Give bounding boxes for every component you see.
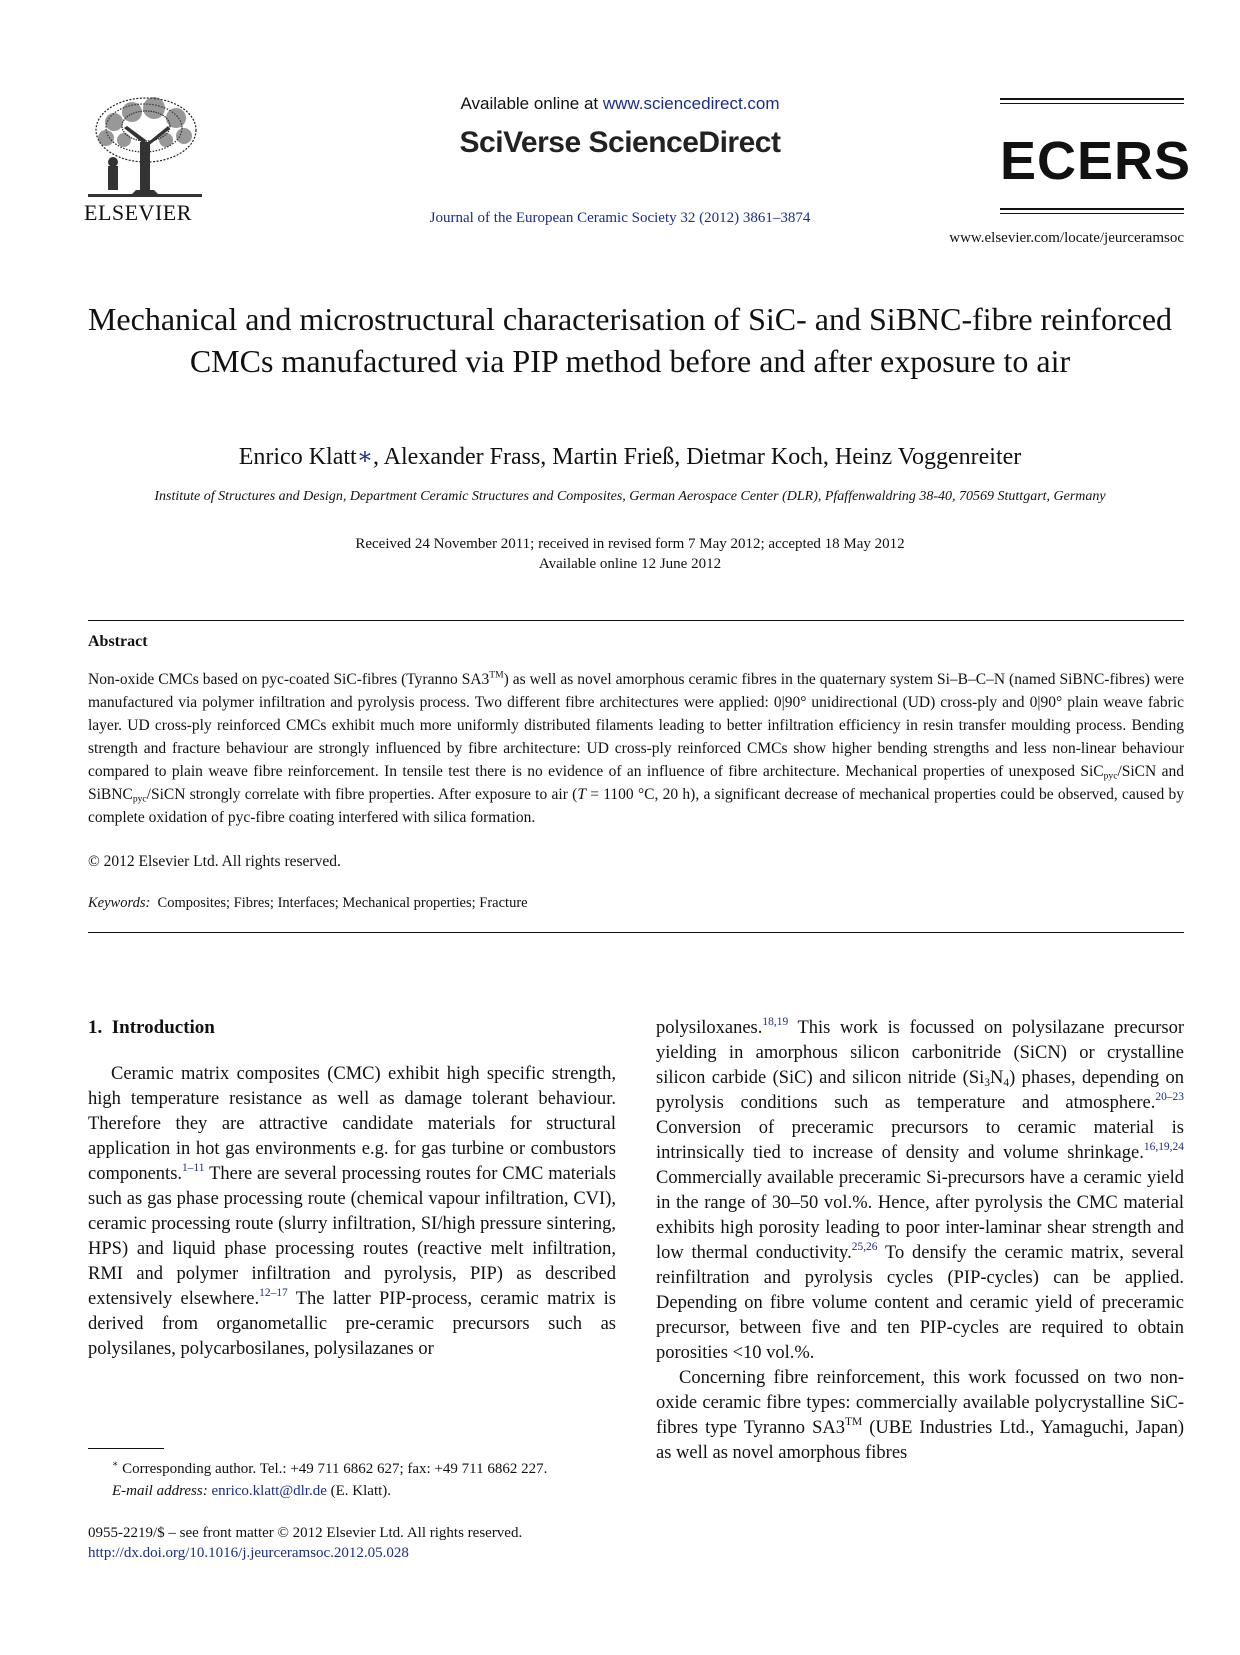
footnote-rule: [88, 1448, 164, 1449]
author-email-link[interactable]: enrico.klatt@dlr.de: [211, 1483, 327, 1499]
citation-link[interactable]: 18,19: [762, 1015, 789, 1028]
page-header: [0, 0, 1240, 250]
article-title: Mechanical and microstructural characterisation of SiC- and SiBNC-fibre reinforced CMCs manufactured via PIP method before and after exposure to air: [87, 301, 1173, 379]
subscript: 3: [984, 1076, 990, 1089]
affiliation: Institute of Structures and Design, Department Ceramic Structures and Composites, German Aerospace Center (DLR), Pfaffenwaldring 38-40, 70569 Stuttgart, Germany: [154, 489, 1106, 504]
abstract-copyright: © 2012 Elsevier Ltd. All rights reserved.: [88, 853, 341, 870]
left-column: [88, 1062, 616, 1362]
body-text: (UBE Industries Ltd., Yamaguchi, Japan) as well as novel amorphous fibres: [656, 1418, 1184, 1463]
body-text: Conversion of preceramic precursors to ceramic material is intrinsically tied to increase of density and volume shrinkage.: [656, 1118, 1184, 1163]
body-text: To densify the ceramic matrix, several reinfiltration and pyrolysis cycles (PIP-cycles) can be applied. Depending on fibre volume content and ceramic yield of preceramic precursor, between five and ten PIP-cycles are required to obtain porosities <10 vol.%.: [656, 1243, 1184, 1363]
trademark-mark: TM: [844, 1415, 863, 1428]
abstract-text: [88, 668, 1184, 829]
body-text: The latter PIP-process, ceramic matrix is derived from organometallic pre-ceramic precursors such as polysilanes, polycarbosilanes, polysilazanes or: [88, 1289, 616, 1359]
section-heading: 1. Introduction: [88, 1017, 215, 1038]
front-matter: [88, 1523, 648, 1563]
journal-homepage-url[interactable]: www.elsevier.com/locate/jeurceramsoc: [949, 230, 1184, 246]
received-dates: Received 24 November 2011; received in revised form 7 May 2012; accepted 18 May 2012: [355, 536, 905, 552]
intro-paragraph-1: [88, 1062, 616, 1362]
body-text: polysiloxanes.: [656, 1018, 763, 1038]
author-list: [80, 442, 1180, 471]
abstract-part: /SiCN strongly correlate with fibre properties. After exposure to air (: [146, 786, 578, 803]
corresponding-author-footnote: [88, 1458, 628, 1502]
body-text: N: [989, 1068, 1004, 1088]
ecers-logo-icon: ECERS: [1000, 131, 1192, 191]
logo-top-rule: [1000, 98, 1184, 104]
issn-line: 0955-2219/$ – see front matter © 2012 Elsevier Ltd. All rights reserved.: [88, 1525, 523, 1541]
body-text: ) phases, depending on pyrolysis conditions such as temperature and atmosphere.: [656, 1068, 1184, 1113]
first-author: Enrico Klatt: [238, 444, 357, 470]
email-label: E-mail address:: [112, 1483, 208, 1499]
body-text: This work is focussed on polysilazane precursor yielding in amorphous silicon carbonitride (SiCN) or crystalline silicon carbide (SiC) and silicon nitride (Si: [656, 1018, 1184, 1088]
citation-link[interactable]: 1–11: [182, 1161, 205, 1174]
abstract-part: = 1100 °C, 20 h), a significant decrease of mechanical properties could be observed, caused by complete oxidation of pyc-fibre coating interfered with silica formation.: [88, 786, 1184, 826]
abstract-part: Non-oxide CMCs based on pyc-coated SiC-fibres (Tyranno SA3: [88, 671, 490, 688]
citation-link[interactable]: 20–23: [1155, 1090, 1184, 1103]
corresponding-author-marker[interactable]: ∗: [356, 444, 373, 470]
sciencedirect-link[interactable]: www.sciencedirect.com: [602, 94, 780, 113]
footnote-text: Corresponding author. Tel.: +49 711 6862 627; fax: +49 711 6862 227.: [118, 1461, 548, 1477]
elsevier-wordmark: ELSEVIER: [84, 200, 192, 225]
citation-link[interactable]: 25,26: [851, 1240, 878, 1253]
body-text: Concerning fibre reinforcement, this work focussed on two non-oxide ceramic fibre types: commercially available polycrystalline SiC-fibres type Tyranno SA3: [656, 1368, 1184, 1438]
subscript-pyc: pyc: [132, 793, 147, 805]
article-history: [80, 534, 1180, 574]
logo-bottom-rule: [1000, 208, 1184, 214]
citation-link[interactable]: 16,19,24: [1143, 1140, 1184, 1153]
available-prefix: Available online at: [460, 94, 603, 113]
other-authors: , Alexander Frass, Martin Frieß, Dietmar Koch, Heinz Voggenreiter: [373, 444, 1022, 470]
body-text: Commercially available preceramic Si-precursors have a ceramic yield in the range of 30–50 vol.%. Hence, after pyrolysis the CMC material exhibits high porosity leading to poor inter-laminar shear strength and low thermal conductivity.: [656, 1168, 1184, 1263]
trademark-mark: TM: [489, 669, 504, 681]
right-column: [656, 1016, 1184, 1466]
subscript-pyc: pyc: [1103, 770, 1118, 782]
journal-reference-link[interactable]: Journal of the European Ceramic Society 32 (2012) 3861–3874: [429, 210, 811, 226]
doi-link[interactable]: http://dx.doi.org/10.1016/j.jeurceramsoc.2012.05.028: [88, 1545, 409, 1561]
sciverse-logo: SciVerse ScienceDirect: [459, 126, 781, 159]
intro-paragraph-1-continued: [656, 1016, 1184, 1366]
abstract-part: /SiCN and SiBNC: [88, 763, 1184, 803]
keywords-label: Keywords:: [88, 895, 151, 911]
temperature-variable: T: [577, 786, 586, 803]
abstract-bottom-rule: [88, 932, 1184, 933]
citation-link[interactable]: 12–17: [259, 1286, 288, 1299]
footnote-line-2: [88, 1480, 628, 1502]
abstract-part: ) as well as novel amorphous ceramic fibres in the quaternary system Si–B–C–N (named SiBNC-fibres) were manufactured via polymer infiltration and pyrolysis process. Two different fibre architectures were applied: 0|90° unidirectional (UD) cross-ply and 0|90° plain weave fabric layer. UD cross-ply reinforced CMCs exhibit much more uniformly distributed filaments leading to better infiltration efficiency in resin transfer moulding process. Bending strength and fracture behaviour are strongly influenced by fibre architecture: UD cross-ply reinforced CMCs show higher bending strengths and less non-linear behaviour compared to plain weave fibre reinforcement. In tensile test there is no evidence of an influence of fibre architecture. Mechanical properties of unexposed SiC: [88, 671, 1184, 780]
email-suffix: (E. Klatt).: [326, 1483, 392, 1499]
intro-paragraph-2: [656, 1366, 1184, 1466]
footnote-line-1: [88, 1458, 628, 1480]
subscript: 4: [1003, 1076, 1010, 1089]
keywords-list: Composites; Fibres; Interfaces; Mechanical properties; Fracture: [157, 895, 528, 911]
online-date: Available online 12 June 2012: [538, 556, 722, 572]
body-text: There are several processing routes for CMC materials such as gas phase processing route (chemical vapour infiltration, CVI), ceramic processing route (slurry infiltration, SI/high pressure sintering, HPS) and liquid phase processing routes (reactive melt infiltration, RMI and polymer infiltration and pyrolysis, PIP) as described extensively elsewhere.: [88, 1164, 616, 1309]
abstract-top-rule: [88, 620, 1184, 621]
abstract-heading: Abstract: [88, 633, 148, 650]
keywords: [88, 895, 528, 912]
ecers-logo-block: [1000, 98, 1192, 214]
footnote-marker: ∗: [112, 1459, 119, 1470]
body-text: Ceramic matrix composites (CMC) exhibit high specific strength, high temperature resistance as well as damage tolerant behaviour. Therefore they are attractive candidate materials for structural application in hot gas environments e.g. for gas turbine or combustors components.: [88, 1064, 616, 1184]
